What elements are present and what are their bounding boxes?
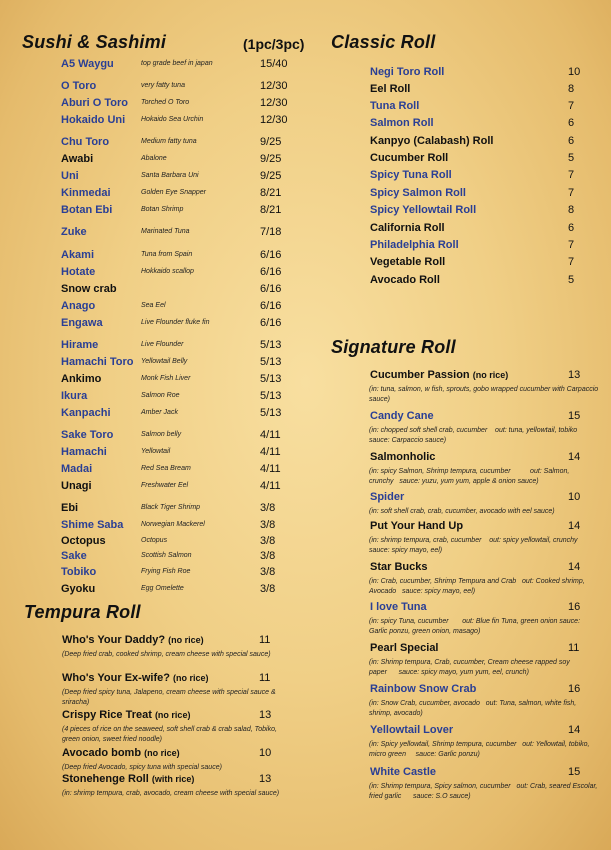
signature-item-name: [370, 642, 439, 654]
sushi-item-price: 8/21: [260, 204, 282, 216]
classic-item: [370, 66, 585, 82]
sushi-item: [61, 550, 301, 566]
signature-item-note: (in: Snow Crab, cucumber, avocado out: Tuna, salmon, white fish, shrimp, avocado): [369, 700, 577, 717]
signature-item-price: 16: [568, 601, 581, 613]
sushi-item: [61, 226, 301, 242]
sushi-item-name: Zuke: [61, 226, 87, 238]
sushi-item-price: 5/13: [260, 390, 282, 402]
tempura-item: [62, 773, 292, 789]
sushi-item: [61, 153, 301, 169]
signature-item-price: 15: [568, 410, 581, 422]
signature-item-price: 15: [568, 766, 581, 778]
sushi-item-name: Octopus: [61, 535, 106, 547]
signature-item-name: [370, 491, 404, 503]
classic-item: [370, 83, 585, 99]
classic-item-name: Spicy Salmon Roll: [370, 187, 466, 199]
sushi-item: [61, 317, 301, 333]
sushi-item-name: Hamachi Toro: [61, 356, 134, 368]
classic-item-price: 5: [568, 152, 575, 164]
signature-item: [370, 642, 590, 658]
signature-item-title: Rainbow Snow Crab: [370, 683, 477, 695]
sushi-item-name: Hamachi: [61, 446, 107, 458]
classic-item: [370, 135, 585, 151]
sushi-item-desc: Live Flounder: [141, 341, 184, 348]
signature-item-price: 14: [568, 561, 581, 573]
signature-item-note: (in: spicy Tuna, cucumber out: Blue fin Tuna, green onion sauce: Garlic ponzu, green onion, masago): [369, 618, 581, 635]
sushi-item: [61, 300, 301, 316]
tempura-item-price: 10: [259, 747, 272, 759]
sushi-item-price: 4/11: [260, 446, 281, 458]
sushi-item-desc: Abalone: [141, 155, 167, 162]
sushi-item-name: Gyoku: [61, 583, 96, 595]
signature-item: [370, 410, 590, 426]
classic-item-price: 8: [568, 204, 575, 216]
classic-item-price: 7: [568, 100, 575, 112]
sushi-item-desc: Salmon belly: [141, 431, 182, 438]
sushi-item-price: 12/30: [260, 114, 288, 126]
rice-tag: (no rice): [472, 370, 509, 380]
sushi-item-desc: Amber Jack: [141, 409, 178, 416]
sushi-item-name: Ikura: [61, 390, 88, 402]
sushi-item-price: 6/16: [260, 300, 282, 312]
sushi-item-desc: Norwegian Mackerel: [141, 521, 205, 528]
sushi-item: [61, 136, 301, 152]
sushi-item-price: 3/8: [260, 535, 276, 547]
sushi-item: [61, 519, 301, 535]
sushi-item-price: 3/8: [260, 502, 276, 514]
tempura-item-note: (4 pieces of rice on the seaweed, soft shell crab & crab salad, Tobiko, green onion, sweet fried noodle): [62, 726, 277, 743]
classic-item: [370, 274, 585, 290]
sushi-item-name: Madai: [61, 463, 93, 475]
sushi-item-name: Uni: [61, 170, 79, 182]
classic-item: [370, 100, 585, 116]
rice-tag: (no rice): [154, 710, 191, 720]
signature-item: [370, 561, 590, 577]
classic-item-price: 6: [568, 222, 575, 234]
sushi-item: [61, 583, 301, 599]
sushi-item: [61, 283, 301, 299]
tempura-item: [62, 747, 292, 763]
sushi-item-name: Chu Toro: [61, 136, 110, 148]
signature-item: [370, 601, 590, 617]
tempura-item-note: (Deep fried spicy tuna, Jalapeno, cream cheese with special sauce & sriracha): [62, 689, 276, 706]
sushi-item-price: 12/30: [260, 97, 288, 109]
sushi-item-price: 3/8: [260, 566, 276, 578]
signature-item-title: Spider: [370, 491, 405, 503]
classic-item-name: Kanpyo (Calabash) Roll: [370, 135, 494, 147]
sushi-item-price: 3/8: [260, 550, 276, 562]
classic-item-name: Negi Toro Roll: [370, 66, 445, 78]
signature-item-note: (in: Shrimp tempura, Spicy salmon, cucumber out: Crab, seared Escolar, fried garlic sauce: S.O sauce): [369, 783, 598, 800]
sushi-item: [61, 480, 301, 496]
signature-item-title: Cucumber Passion: [370, 369, 470, 381]
classic-item: [370, 152, 585, 168]
signature-item: [370, 369, 590, 385]
signature-item-note: (in: shrimp tempura, crab, cucumber out: spicy yellowtail, crunchy sauce: spicy mayo, eel): [369, 537, 584, 554]
sushi-item-desc: top grade beef in japan: [141, 60, 213, 67]
tempura-item-title: Who's Your Daddy?: [62, 634, 166, 646]
sushi-item-price: 8/21: [260, 187, 282, 199]
signature-item-name: [370, 683, 476, 695]
sushi-item-name: O Toro: [61, 80, 97, 92]
sushi-item-name: Ebi: [61, 502, 79, 514]
sushi-item: [61, 266, 301, 282]
sushi-item-name: Shime Saba: [61, 519, 124, 531]
tempura-item-title: Avocado bomb: [62, 747, 142, 759]
classic-item-name: Tuna Roll: [370, 100, 420, 112]
signature-item: [370, 451, 590, 467]
signature-item-title: White Castle: [370, 766, 437, 778]
sushi-item-price: 5/13: [260, 356, 282, 368]
tempura-item-note: (Deep fried crab, cooked shrimp, cream cheese with special sauce): [62, 651, 271, 658]
sushi-item-price: 15/40: [260, 58, 288, 70]
signature-item-price: 13: [568, 369, 581, 381]
sushi-item-name: Hokaido Uni: [61, 114, 126, 126]
sushi-item-name: Engawa: [61, 317, 103, 329]
sushi-item: [61, 204, 301, 220]
tempura-roll-heading: Tempura Roll: [24, 602, 141, 622]
classic-item: [370, 187, 585, 203]
classic-item: [370, 117, 585, 133]
classic-item-name: Spicy Yellowtail Roll: [370, 204, 477, 216]
sushi-item-price: 3/8: [260, 519, 276, 531]
signature-item: [370, 683, 590, 699]
sushi-item-name: Sake Toro: [61, 429, 114, 441]
signature-item-name: [370, 410, 434, 422]
sushi-item-price: 3/8: [260, 583, 276, 595]
signature-item-price: 16: [568, 683, 581, 695]
tempura-item-price: 13: [259, 773, 272, 785]
signature-item-price: 14: [568, 520, 581, 532]
sushi-item-price: 9/25: [260, 170, 282, 182]
sushi-item-name: Hotate: [61, 266, 96, 278]
sushi-item-desc: Botan Shrimp: [141, 206, 184, 213]
sushi-item-price: 9/25: [260, 136, 282, 148]
tempura-item: [62, 709, 292, 725]
sushi-item: [61, 97, 301, 113]
signature-item-note: (in: Spicy yellowtail, Shrimp tempura, cucumber out: Yellowtail, tobiko, micro green sauce: Garlic ponzu): [369, 741, 590, 758]
tempura-item-name: [62, 634, 204, 646]
sushi-item-price: 5/13: [260, 407, 282, 419]
sushi-item-desc: Yellowtail: [141, 448, 171, 455]
sushi-item-name: Aburi O Toro: [61, 97, 129, 109]
classic-item-price: 8: [568, 83, 575, 95]
sushi-item-desc: Salmon Roe: [141, 392, 180, 399]
signature-item-price: 11: [568, 642, 580, 654]
sushi-item-name: Kanpachi: [61, 407, 111, 419]
sushi-item-price: 4/11: [260, 463, 281, 475]
classic-item-name: Philadelphia Roll: [370, 239, 459, 251]
tempura-item-title: Who's Your Ex-wife?: [62, 672, 170, 684]
signature-item-note: (in: chopped soft shell crab, cucumber out: tuna, yellowtail, tobiko sauce: Carpaccio sauce): [369, 427, 583, 444]
sushi-item-desc: Scottish Salmon: [141, 552, 192, 559]
classic-item-price: 10: [568, 66, 581, 78]
classic-item: [370, 239, 585, 255]
sushi-item-name: A5 Waygu: [61, 58, 114, 70]
sushi-item: [61, 170, 301, 186]
sushi-item-price: 7/18: [260, 226, 282, 238]
sushi-item-desc: Hokkaido scallop: [141, 268, 194, 275]
sushi-item-desc: Monk Fish Liver: [141, 375, 191, 382]
sushi-item-desc: Live Flounder fluke fin: [141, 319, 210, 326]
sushi-item-name: Sake: [61, 550, 87, 562]
sushi-item-name: Anago: [61, 300, 96, 312]
sushi-item: [61, 249, 301, 265]
sushi-item-desc: Sea Eel: [141, 302, 166, 309]
signature-item: [370, 766, 590, 782]
sushi-item-desc: Frying Fish Roe: [141, 568, 191, 575]
signature-item-title: I love Tuna: [370, 601, 427, 613]
piece-count-header: (1pc/3pc): [243, 36, 305, 52]
sushi-item-price: 6/16: [260, 249, 282, 261]
tempura-item-name: [62, 773, 194, 785]
sushi-item: [61, 463, 301, 479]
sushi-item-desc: Tuna from Spain: [141, 251, 193, 258]
classic-item-price: 7: [568, 256, 575, 268]
tempura-item-note: (in: shrimp tempura, crab, avocado, cream cheese with special sauce): [62, 790, 280, 797]
signature-item-note: (in: Crab, cucumber, Shrimp Tempura and Crab out: Cooked shrimp, Avocado sauce: spicy mayo, eel): [369, 578, 585, 595]
signature-item-note: (in: spicy Salmon, Shrimp tempura, cucumber out: Salmon, crunchy sauce: yuzu, yum yum, apple & onion sauce): [369, 468, 570, 485]
sushi-item: [61, 502, 301, 518]
tempura-item: [62, 634, 292, 650]
sushi-item: [61, 407, 301, 423]
sushi-item-desc: Marinated Tuna: [141, 228, 190, 235]
rice-tag: (no rice): [168, 635, 204, 645]
signature-item-name: [370, 520, 463, 532]
signature-item-name: [370, 724, 453, 736]
sushi-item-desc: Torched O Toro: [141, 99, 190, 106]
signature-item-price: 14: [568, 724, 581, 736]
signature-item-price: 14: [568, 451, 581, 463]
signature-item-name: [370, 369, 508, 381]
sushi-item: [61, 339, 301, 355]
sushi-item-desc: Egg Omelette: [141, 585, 184, 592]
sushi-item-desc: Hokaido Sea Urchin: [141, 116, 204, 123]
sushi-item: [61, 58, 301, 74]
signature-item-title: Yellowtail Lover: [370, 724, 454, 736]
classic-item: [370, 169, 585, 185]
sushi-item-price: 9/25: [260, 153, 282, 165]
tempura-item-price: 11: [259, 634, 271, 646]
classic-item-name: Cucumber Roll: [370, 152, 449, 164]
classic-item-name: Spicy Tuna Roll: [370, 169, 452, 181]
signature-item-price: 10: [568, 491, 581, 503]
signature-item-title: Pearl Special: [370, 642, 439, 654]
signature-item-note: (in: Shrimp tempura, Crab, cucumber, Cream cheese rapped soy paper sauce: spicy mayo, yum yum, eel, crunch): [369, 659, 570, 676]
sushi-item-desc: Golden Eye Snapper: [141, 189, 206, 196]
sushi-item: [61, 535, 301, 551]
sushi-item: [61, 356, 301, 372]
sushi-item: [61, 187, 301, 203]
sushi-item-desc: Yellowtail Belly: [141, 358, 188, 365]
sushi-item: [61, 373, 301, 389]
classic-item-price: 7: [568, 169, 575, 181]
rice-tag: (no rice): [144, 748, 180, 758]
sushi-item-name: Botan Ebi: [61, 204, 113, 216]
classic-item-name: Salmon Roll: [370, 117, 434, 129]
sushi-item: [61, 114, 301, 130]
classic-item: [370, 256, 585, 272]
signature-item: [370, 520, 590, 536]
classic-item-name: Eel Roll: [370, 83, 411, 95]
classic-item-price: 6: [568, 117, 575, 129]
signature-item-name: [370, 451, 435, 463]
sushi-sashimi-heading: Sushi & Sashimi: [22, 32, 167, 52]
signature-item-title: Star Bucks: [370, 561, 428, 573]
tempura-item-price: 11: [259, 672, 271, 684]
signature-item-name: [370, 601, 427, 613]
tempura-item-name: [62, 672, 209, 684]
sushi-item-desc: Medium fatty tuna: [141, 138, 197, 145]
sushi-item-name: Akami: [61, 249, 95, 261]
sushi-item-price: 6/16: [260, 283, 282, 295]
sushi-item: [61, 446, 301, 462]
signature-roll-heading: Signature Roll: [331, 337, 456, 357]
tempura-item: [62, 672, 292, 688]
sushi-item-desc: very fatty tuna: [141, 82, 185, 89]
signature-item-name: [370, 766, 436, 778]
sushi-item-name: Hirame: [61, 339, 99, 351]
signature-item-title: Salmonholic: [370, 451, 436, 463]
classic-item-price: 6: [568, 135, 575, 147]
signature-item-title: Candy Cane: [370, 410, 434, 422]
sushi-item: [61, 429, 301, 445]
classic-item-price: 5: [568, 274, 575, 286]
sushi-item-desc: Freshwater Eel: [141, 482, 189, 489]
rice-tag: (with rice): [151, 774, 195, 784]
sushi-item-name: Awabi: [61, 153, 94, 165]
sushi-item: [61, 390, 301, 406]
classic-item-name: California Roll: [370, 222, 445, 234]
classic-item-name: Vegetable Roll: [370, 256, 446, 268]
sushi-item: [61, 80, 301, 96]
signature-item-note: (in: tuna, salmon, w fish, sprouts, gobo wrapped cucumber with Carpaccio sauce): [369, 386, 599, 403]
sushi-item-name: Kinmedai: [61, 187, 111, 199]
rice-tag: (no rice): [173, 673, 209, 683]
sushi-item-price: 4/11: [260, 480, 281, 492]
signature-item: [370, 724, 590, 740]
sushi-item-desc: Santa Barbara Uni: [141, 172, 199, 179]
sushi-item-name: Tobiko: [61, 566, 97, 578]
signature-item-note: (in: soft shell crab, crab, cucumber, avocado with eel sauce): [369, 508, 555, 515]
sushi-item: [61, 566, 301, 582]
sushi-item-price: 5/13: [260, 339, 282, 351]
sushi-item-name: Ankimo: [61, 373, 102, 385]
sushi-item-price: 4/11: [260, 429, 281, 441]
sushi-item-desc: Octopus: [141, 537, 168, 544]
classic-item-price: 7: [568, 239, 575, 251]
classic-item: [370, 204, 585, 220]
tempura-item-name: [62, 747, 180, 759]
classic-roll-heading: Classic Roll: [331, 32, 436, 52]
classic-item-name: Avocado Roll: [370, 274, 440, 286]
signature-item-title: Put Your Hand Up: [370, 520, 464, 532]
tempura-item-title: Crispy Rice Treat: [62, 709, 152, 721]
sushi-item-name: Snow crab: [61, 283, 117, 295]
sushi-item-name: Unagi: [61, 480, 92, 492]
sushi-item-price: 5/13: [260, 373, 282, 385]
sushi-item-price: 6/16: [260, 266, 282, 278]
signature-item: [370, 491, 590, 507]
sushi-item-price: 6/16: [260, 317, 282, 329]
sushi-item-price: 12/30: [260, 80, 288, 92]
tempura-item-note: (Deep fried Avocado, spicy tuna with special sauce): [62, 764, 222, 771]
classic-item-price: 7: [568, 187, 575, 199]
sushi-item-desc: Red Sea Bream: [141, 465, 191, 472]
tempura-item-price: 13: [259, 709, 272, 721]
sushi-item-desc: Black Tiger Shrimp: [141, 504, 201, 511]
tempura-item-title: Stonehenge Roll: [62, 773, 149, 785]
signature-item-name: [370, 561, 427, 573]
classic-item: [370, 222, 585, 238]
tempura-item-name: [62, 709, 190, 721]
